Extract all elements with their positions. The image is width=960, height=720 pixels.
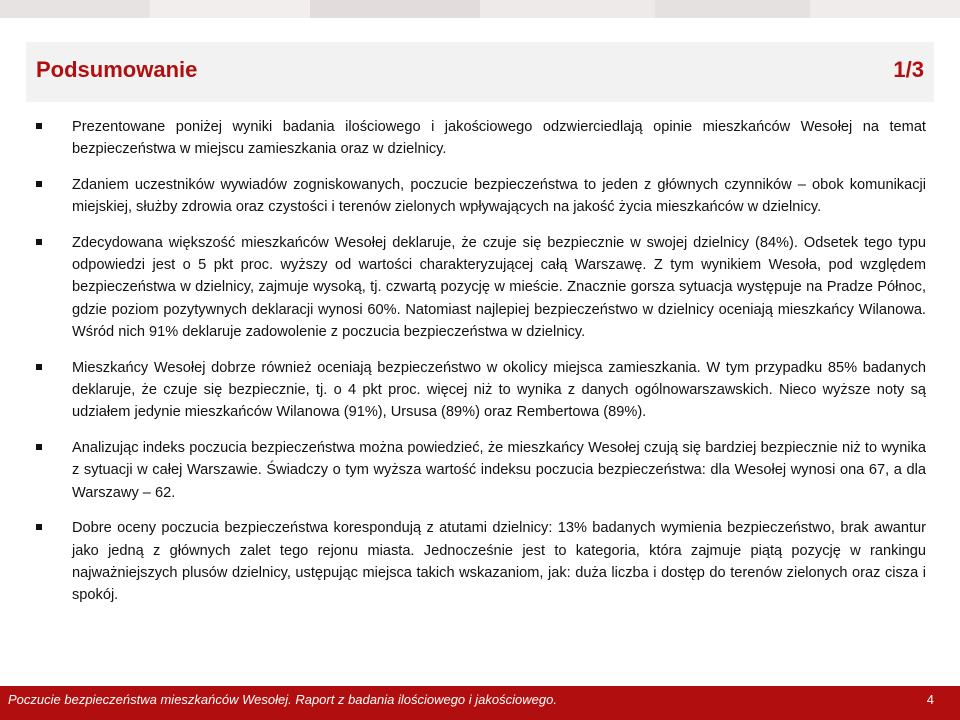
top-decorative-bar xyxy=(0,0,960,18)
square-bullet-icon xyxy=(36,444,42,450)
slide-header xyxy=(26,42,934,102)
bullet-item xyxy=(36,174,926,219)
bullet-text: Prezentowane poniżej wyniki badania ilościowego i jakościowego odzwierciedlają opinie mieszkańców Wesołej na temat bezpieczeństwa w miejscu zamieszkania oraz w dzielnicy. xyxy=(72,119,926,158)
square-bullet-icon xyxy=(36,524,42,530)
top-bar-segment xyxy=(310,0,480,18)
page-indicator: 1/3 xyxy=(893,57,924,82)
top-bar-segment xyxy=(655,0,810,18)
footer-page-number: 4 xyxy=(926,692,934,707)
bullet-text: Dobre oceny poczucia bezpieczeństwa korespondują z atutami dzielnicy: 13% badanych wymienia bezpieczeństwo, brak awantur jako jedną z głównych zalet tego rejonu miasta. Jednocześnie jest to kategoria, która zajmuje piątą pozycję w rankingu najważniejszych plusów dzielnicy, ustępując miejsca takich wskazaniom, jak: duża liczba i dostęp do terenów zielonych oraz cisza i spokój. xyxy=(72,520,926,604)
top-bar-segment xyxy=(0,0,150,18)
bullet-item xyxy=(36,437,926,504)
bullet-list xyxy=(36,116,926,620)
square-bullet-icon xyxy=(36,181,42,187)
footer-report-title: Poczucie bezpieczeństwa mieszkańców Wesołej. Raport z badania ilościowego i jakościowego. xyxy=(8,692,557,707)
bullet-text: Analizując indeks poczucia bezpieczeństwa można powiedzieć, że mieszkańcy Wesołej czują się bardziej bezpiecznie niż to wynika z sytuacji w całej Warszawie. Świadczy o tym wyższa wartość indeksu poczucia bezpieczeństwa: dla Wesołej wynosi ona 67, a dla Warszawy – 62. xyxy=(72,439,926,501)
top-bar-segment xyxy=(150,0,310,18)
top-bar-segment xyxy=(480,0,655,18)
bullet-text: Mieszkańcy Wesołej dobrze również oceniają bezpieczeństwo w okolicy miejsca zamieszkania. W tym przypadku 85% badanych deklaruje, że czuje się bezpiecznie, tj. o 4 pkt proc. więcej niż to wynika z danych ogólnowarszawskich. Nieco wyższe noty są udziałem jedynie mieszkańców Wilanowa (91%), Ursusa (89%) oraz Rembertowa (89%). xyxy=(72,359,926,421)
bullet-text: Zdaniem uczestników wywiadów zogniskowanych, poczucie bezpieczeństwa to jeden z głównych czynników – obok komunikacji miejskiej, służby zdrowia oraz czystości i terenów zielonych wpływających na jakość życia mieszkańców w dzielnicy. xyxy=(72,176,926,216)
page-title: Podsumowanie xyxy=(36,57,198,82)
bullet-text: Zdecydowana większość mieszkańców Wesołej deklaruje, że czuje się bezpiecznie w swojej dzielnicy (84%). Odsetek tego typu odpowiedzi jest o 5 pkt proc. wyższy od wartości charakteryzującej całą Warszawę. Z tym wynikiem Wesoła, pod względem bezpieczeństwa w dzielnicy, zajmuje wysoką, tj. czwartą pozycję w mieście. Znacznie gorsza sytuacja występuje na Pradze Północ, gdzie poziom pozytywnych deklaracji wynosi 60%. Natomiast najlepiej bezpieczeństwo w dzielnicy oceniają mieszkańcy Wilanowa. Wśród nich 91% deklaruje zadowolenie z poczucia bezpieczeństwa w dzielnicy. xyxy=(72,234,926,341)
square-bullet-icon xyxy=(36,364,42,370)
top-bar-segment xyxy=(810,0,960,18)
footer-bar xyxy=(0,686,960,720)
bullet-item xyxy=(36,357,926,424)
bullet-item xyxy=(36,116,926,161)
square-bullet-icon xyxy=(36,239,42,245)
bullet-item xyxy=(36,517,926,607)
bullet-item xyxy=(36,232,926,344)
square-bullet-icon xyxy=(36,123,42,129)
